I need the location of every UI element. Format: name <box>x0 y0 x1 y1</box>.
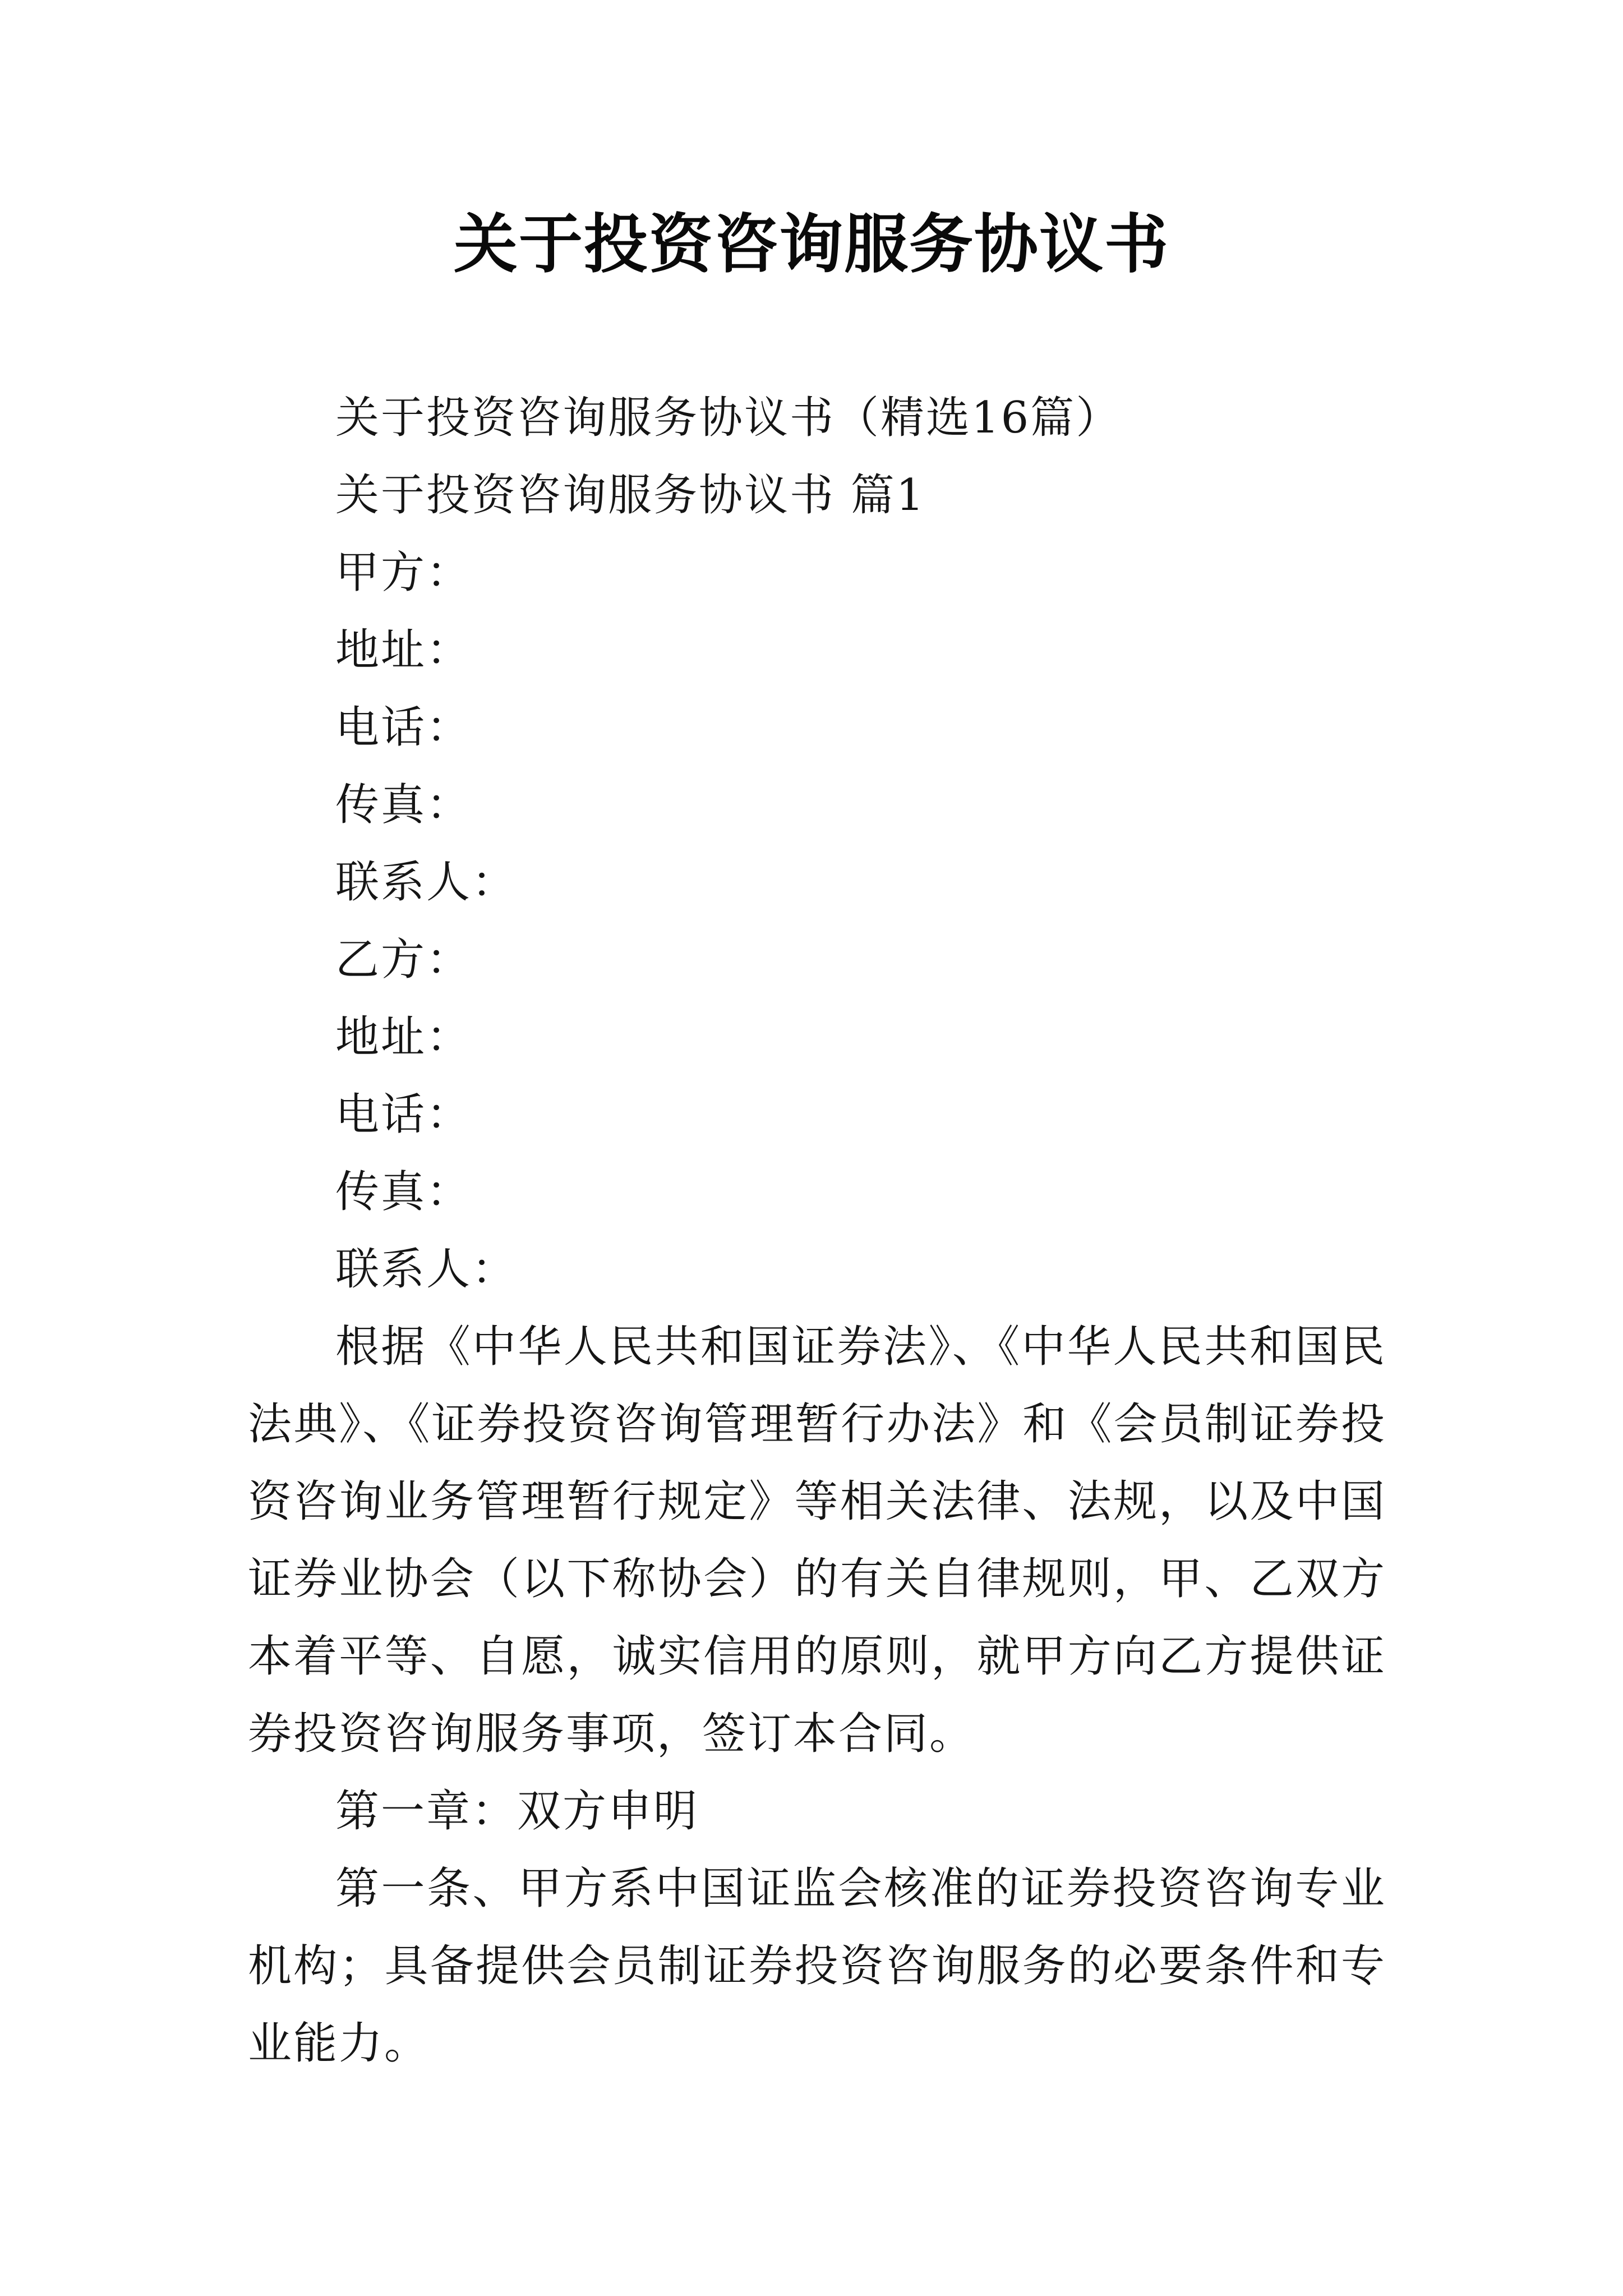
article-heading: 关于投资咨询服务协议书 篇1 <box>335 470 926 521</box>
party-a-name-label: 甲方： <box>335 547 472 598</box>
party-a-fax-label: 传真： <box>335 780 472 830</box>
article-1-paragraph: 第一条、甲方系中国证监会核准的证券投资咨询专业机构；具备提供会员制证券投资咨询服务的必要条件和专业能力。 <box>248 1864 1386 2069</box>
intro-paragraph: 根据《中华人民共和国证券法》、《中华人民共和国民法典》、《证券投资咨询管理暂行办法》和《会员制证券投资咨询业务管理暂行规定》等相关法律、法规，以及中国证券业协会（以下称协会）的有关自律规则，甲、乙双方本着平等、自愿，诚实信用的原则，就甲方向乙方提供证券投资咨询服务事项，签订本合同。 <box>248 1322 1386 1759</box>
party-b-phone-label: 电话： <box>335 1089 472 1140</box>
party-b-name-label: 乙方： <box>335 935 472 985</box>
party-b-fax-label: 传真： <box>335 1167 472 1217</box>
document-body <box>248 379 1386 2082</box>
party-b-address-label: 地址： <box>335 1012 472 1062</box>
document-subtitle: 关于投资咨询服务协议书（精选16篇） <box>335 393 1122 443</box>
party-a-contact-label: 联系人： <box>335 857 518 908</box>
party-b-contact-label: 联系人： <box>335 1244 518 1295</box>
party-a-phone-label: 电话： <box>335 702 472 753</box>
document-title: 关于投资咨询服务协议书 <box>453 206 1169 282</box>
chapter-1-heading: 第一章：双方申明 <box>335 1786 699 1837</box>
party-a-address-label: 地址： <box>335 625 472 675</box>
